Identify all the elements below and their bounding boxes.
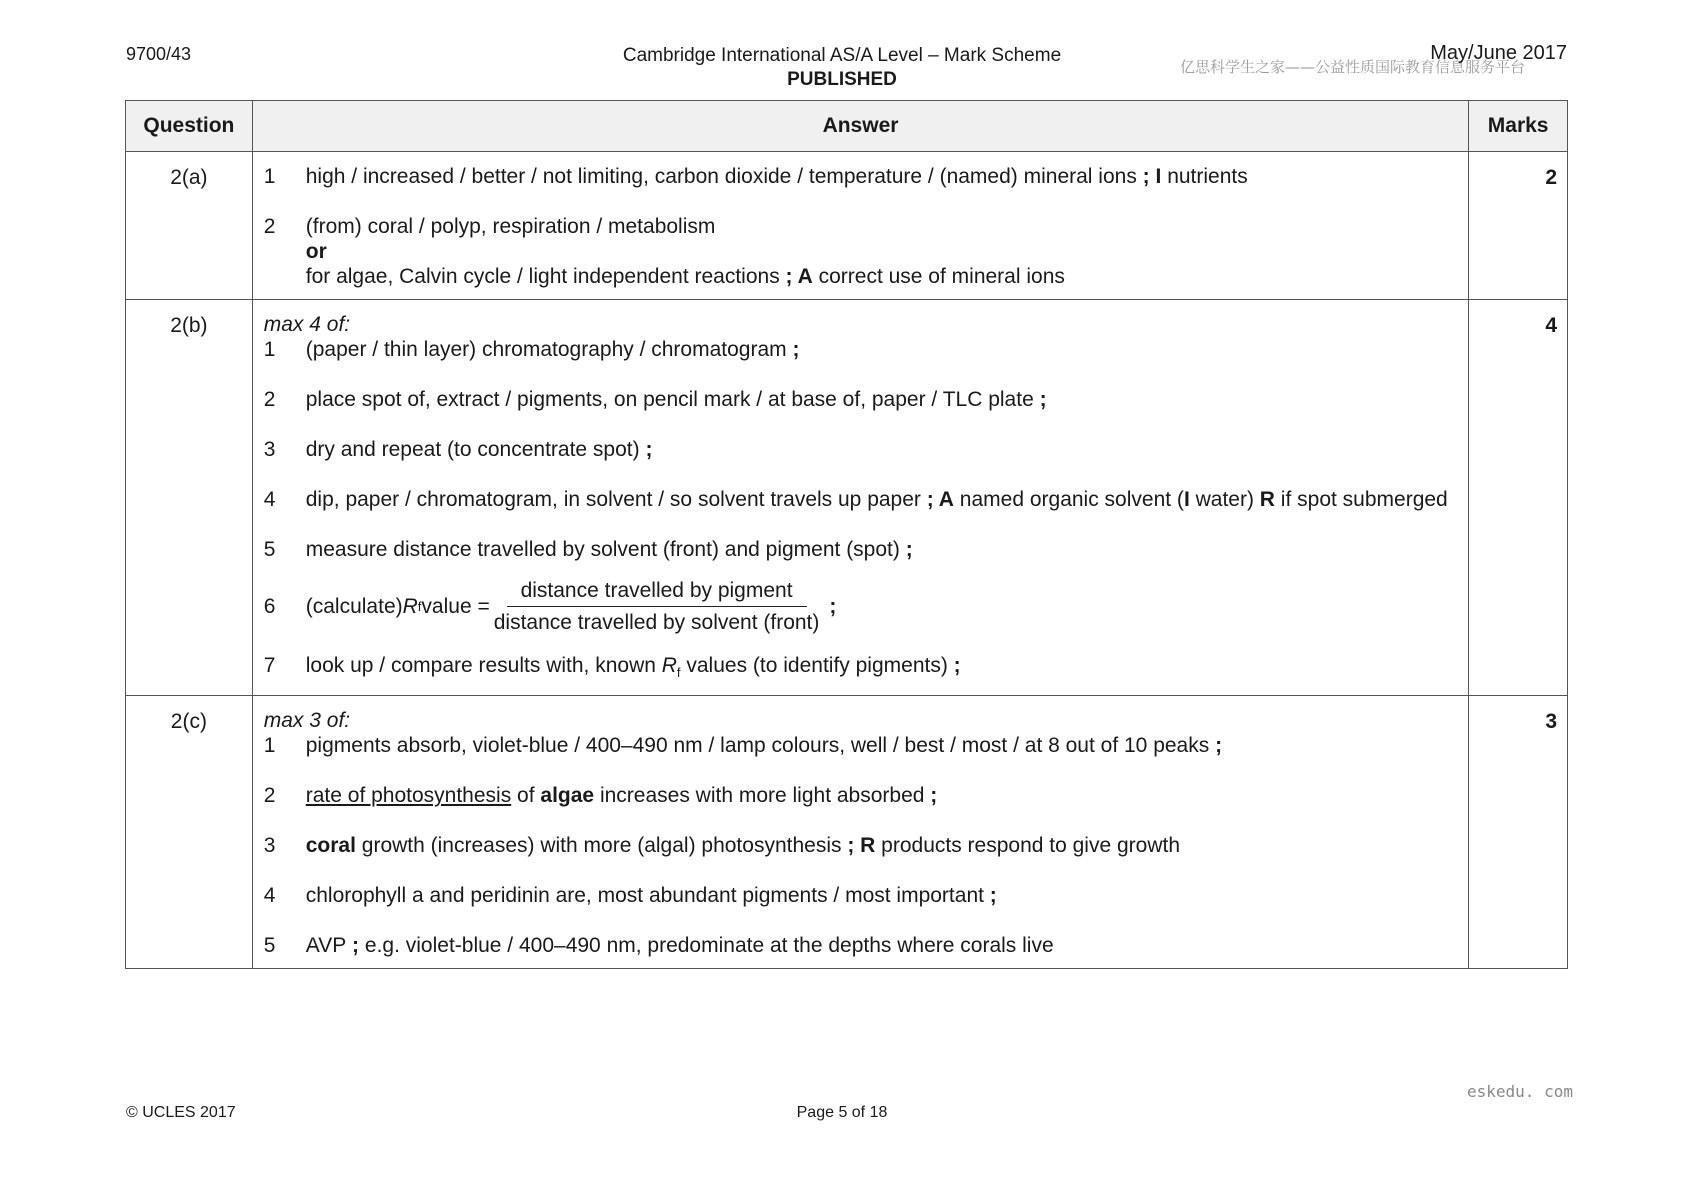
- answer-point: 3 coral growth (increases) with more (algal) photosynthesis ; R products respond to give growth: [263, 834, 1181, 858]
- question-number: 2(b): [126, 300, 253, 696]
- answer-point: 2 rate of photosynthesis of algae increases with more light absorbed ;: [263, 784, 938, 808]
- paper-code: 9700/43: [126, 44, 192, 64]
- fraction-numerator: distance travelled by pigment: [507, 578, 807, 607]
- rf-fraction: [494, 578, 820, 635]
- fraction-denominator: distance travelled by solvent (front): [493, 611, 820, 634]
- watermark-text: 亿思科学生之家——公益性质国际教育信息服务平台: [1180, 58, 1526, 76]
- table-row: [126, 300, 1568, 696]
- marks-column-header: Marks: [1469, 101, 1568, 152]
- marks-value: 4: [1469, 300, 1568, 696]
- published-label: PUBLISHED: [787, 69, 897, 90]
- question-number: 2(c): [126, 696, 253, 969]
- table-row: [126, 152, 1568, 300]
- document-title: Cambridge International AS/A Level – Mark Scheme: [622, 45, 1062, 66]
- question-column-header: Question: [126, 101, 253, 152]
- answer-point: 2 (from) coral / polyp, respiration / metabolism or for algae, Calvin cycle / light independent reactions ; A correct use of mineral ions: [263, 215, 1065, 288]
- question-number: 2(a): [126, 152, 253, 300]
- answer-point: 4 chlorophyll a and peridinin are, most abundant pigments / most important ;: [263, 884, 997, 908]
- marks-value: 3: [1469, 696, 1568, 969]
- copyright-notice: © UCLES 2017: [126, 1104, 236, 1121]
- exam-session: May/June 2017: [1430, 42, 1567, 64]
- answer-point: 7 look up / compare results with, known $R_f$ values (to identify pigments) ;: [263, 654, 961, 681]
- max-marks-note: max 3 of:: [263, 709, 351, 733]
- answer-point: 2 place spot of, extract / pigments, on pencil mark / at base of, paper / TLC plate ;: [263, 388, 1047, 411]
- max-marks-note: max 4 of:: [263, 313, 351, 336]
- answer-point: 1 pigments absorb, violet-blue / 400–490 nm / lamp colours, well / best / most / at 8 out of 10 peaks ;: [263, 734, 1223, 758]
- marks-value: 2: [1469, 152, 1568, 300]
- answer-point: 1 (paper / thin layer) chromatography / chromatogram ;: [263, 338, 800, 361]
- answer-point: 5 AVP ; e.g. violet-blue / 400–490 nm, predominate at the depths where corals live: [263, 934, 1054, 958]
- table-row: [126, 696, 1568, 969]
- answer-point: 5 measure distance travelled by solvent (front) and pigment (spot) ;: [263, 538, 913, 561]
- answer-cell: [252, 300, 1469, 696]
- answer-cell: [252, 152, 1469, 300]
- page-number: Page 5 of 18: [796, 1104, 888, 1121]
- answer-point: 3 dry and repeat (to concentrate spot) ;: [263, 438, 653, 461]
- mark-scheme-table: [125, 100, 1568, 969]
- answer-point: 4 dip, paper / chromatogram, in solvent / so solvent travels up paper ; A named organic solvent (I water) R if spot submerged: [263, 488, 1448, 511]
- answer-column-header: Answer: [252, 101, 1469, 152]
- table-header-row: [126, 101, 1568, 152]
- answer-point: 1 high / increased / better / not limiting, carbon dioxide / temperature / (named) mineral ions ; I nutrients: [263, 165, 1248, 188]
- site-watermark: eskedu. com: [1467, 1082, 1573, 1101]
- answer-cell: [252, 696, 1469, 969]
- answer-point-formula: 6 (calculate) R f value = $\frac{\text{distance travelled by pigment}}{\text{distance travelled by solvent (front)}}$ ;: [263, 579, 837, 634]
